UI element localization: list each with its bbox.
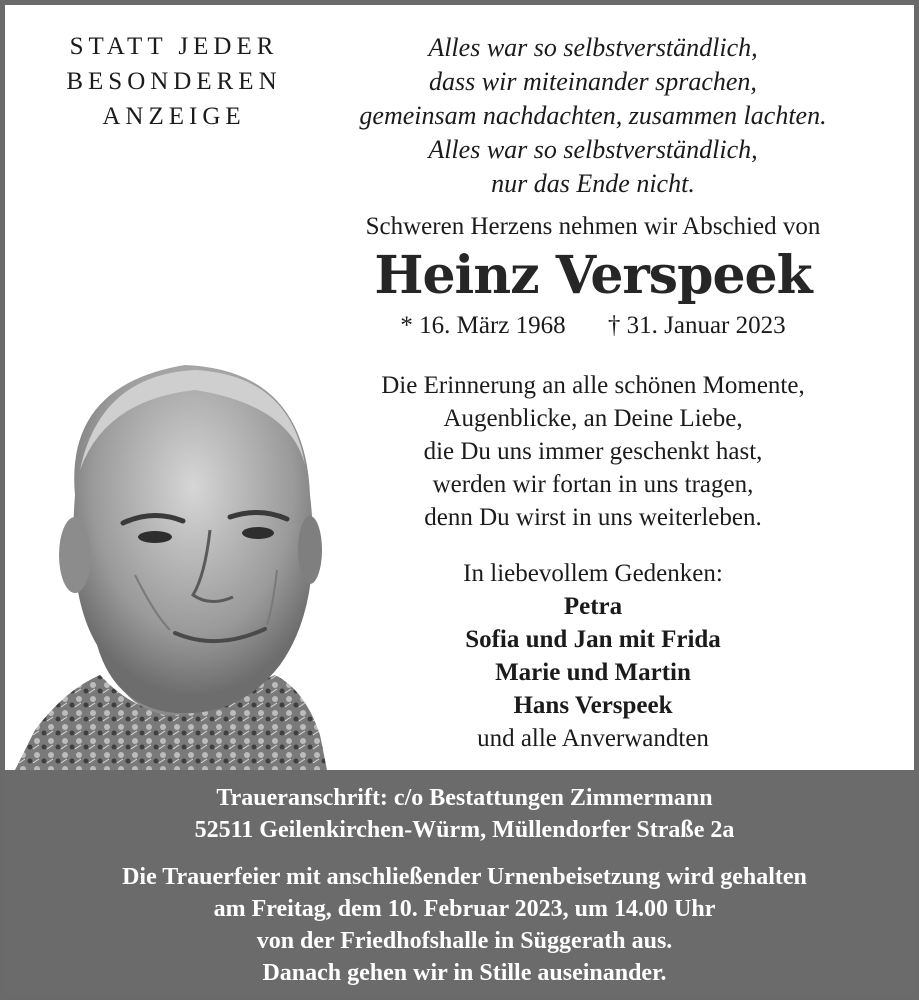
- service-line: Die Trauerfeier mit anschließender Urnenbeisetzung wird gehalten: [122, 864, 807, 890]
- mourners-closing: und alle Anverwandten: [477, 725, 709, 752]
- poem-line: Alles war so selbstverständlich,: [428, 33, 758, 62]
- mourner-name: Petra: [563, 593, 623, 620]
- poem-line: gemeinsam nachdachten, zusammen lachten.: [359, 101, 827, 130]
- deceased-name: Heinz Verspeek: [374, 245, 812, 306]
- mourners-heading: In liebevollem Gedenken:: [463, 560, 723, 587]
- poem-line: Alles war so selbstverständlich,: [428, 135, 758, 164]
- service-line: Danach gehen wir in Stille auseinander.: [262, 960, 667, 986]
- service-line: am Freitag, dem 10. Februar 2023, um 14.00 Uhr: [213, 896, 716, 922]
- memory-line: denn Du wirst in uns weiterleben.: [424, 504, 762, 531]
- portrait-photo: [5, 345, 330, 770]
- mourning-address: [5, 770, 919, 846]
- intro-text: Schweren Herzens nehmen wir Abschied von: [365, 213, 821, 240]
- mourner-name: Marie und Martin: [495, 659, 691, 686]
- address-line: Traueranschrift: c/o Bestattungen Zimmermann: [216, 785, 713, 811]
- service-line: von der Friedhofshalle in Süggerath aus.: [256, 928, 673, 954]
- poem-line: nur das Ende nicht.: [491, 169, 695, 198]
- life-dates: [313, 312, 873, 340]
- memory-line: Augenblicke, an Deine Liebe,: [443, 405, 743, 432]
- poem: [323, 31, 863, 201]
- memory-line: werden wir fortan in uns tragen,: [432, 471, 754, 498]
- death-date: † 31. Januar 2023: [607, 312, 786, 339]
- header-line: STATT JEDER: [69, 33, 279, 60]
- poem-line: dass wir miteinander sprachen,: [429, 67, 757, 96]
- memory-line: die Du uns immer geschenkt hast,: [423, 438, 763, 465]
- address-line: 52511 Geilenkirchen-Würm, Müllendorfer Straße 2a: [194, 817, 735, 843]
- footer-panel: [5, 770, 919, 1000]
- memory-verse: [323, 369, 863, 534]
- mourners: [323, 557, 863, 755]
- mourner-name: Sofia und Jan mit Frida: [465, 626, 721, 653]
- memory-line: Die Erinnerung an alle schönen Momente,: [381, 372, 805, 399]
- header-line: BESONDEREN: [66, 68, 282, 95]
- header-line: ANZEIGE: [102, 103, 246, 130]
- birth-date: * 16. März 1968: [400, 312, 566, 339]
- mourner-name: Hans Verspeek: [513, 692, 673, 719]
- notice-header: [35, 29, 313, 134]
- service-info: [5, 861, 919, 989]
